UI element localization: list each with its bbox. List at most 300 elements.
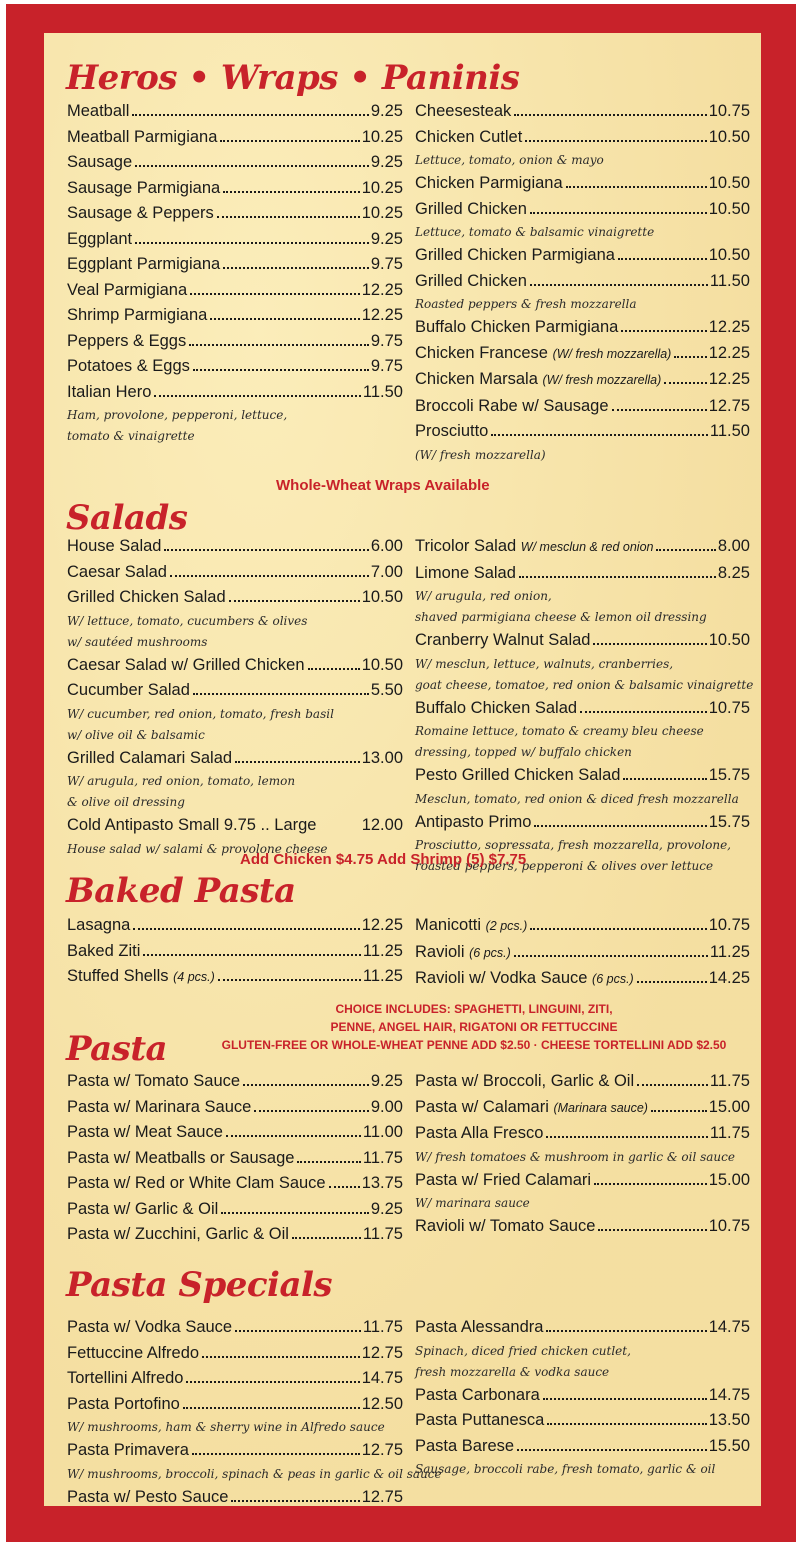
item-name <box>67 1438 189 1464</box>
item-name-text: Pasta w/ Zucchini, Garlic & Oil <box>67 1225 289 1243</box>
item-description: W/ fresh tomatoes & mushroom in garlic & oil sauce <box>415 1149 735 1164</box>
menu-item <box>415 628 750 654</box>
item-name-text: Cold Antipasto Small 9.75 .. Large <box>67 816 317 834</box>
dot-leader <box>491 434 708 436</box>
item-price: 11.25 <box>362 967 403 985</box>
dot-leader <box>530 928 706 930</box>
item-name <box>415 1408 544 1434</box>
baked-pasta-left-column <box>67 913 403 991</box>
item-price: 11.75 <box>709 1124 750 1142</box>
item-name-text: Italian Hero <box>67 382 152 401</box>
item-price: 15.00 <box>708 1097 750 1116</box>
dot-leader <box>220 140 359 142</box>
item-price: 6.00 <box>370 537 403 555</box>
dot-leader <box>674 356 706 358</box>
item-price: 10.50 <box>708 246 750 264</box>
item-description: Spinach, diced fried chicken cutlet, <box>415 1343 631 1358</box>
item-price: 11.00 <box>362 1123 403 1141</box>
menu-item <box>415 1214 750 1240</box>
item-price: 14.75 <box>708 1385 750 1404</box>
item-name-text: Tortellini Alfredo <box>67 1369 184 1387</box>
item-price: 12.25 <box>361 916 403 934</box>
item-name-text: Chicken Parmigiana <box>415 174 563 192</box>
item-price: 12.25 <box>361 306 403 324</box>
dot-leader <box>221 1212 369 1214</box>
item-description: Sausage, broccoli rabe, fresh tomato, garlic & oil <box>415 1462 716 1476</box>
dot-leader <box>229 600 360 602</box>
item-name <box>415 367 661 394</box>
dot-leader <box>243 1084 369 1086</box>
item-name <box>67 1197 218 1223</box>
item-name-text: Grilled Chicken Salad <box>67 588 226 606</box>
item-note: (2 pcs.) <box>485 919 528 933</box>
dot-leader <box>154 395 361 397</box>
menu-item <box>415 394 750 420</box>
item-price: 10.50 <box>708 127 750 146</box>
dot-leader <box>170 575 369 577</box>
item-price: 12.75 <box>708 396 750 415</box>
item-name-text: Chicken Francese <box>415 343 548 362</box>
menu-item <box>415 171 750 197</box>
pasta-left-column <box>67 1069 403 1248</box>
dot-leader <box>217 216 360 218</box>
dot-leader <box>190 293 360 295</box>
dot-leader <box>202 1356 360 1358</box>
item-name-text: Pasta w/ Vodka Sauce <box>67 1318 233 1336</box>
item-description: Romaine lettuce, tomato & creamy bleu cheese <box>415 724 704 738</box>
dot-leader <box>651 1110 707 1112</box>
menu-item <box>415 367 750 394</box>
dot-leader <box>186 1381 359 1383</box>
menu-item <box>67 227 403 253</box>
salads-heading: Salads <box>66 498 188 538</box>
dot-leader <box>546 1330 706 1332</box>
dot-leader <box>135 242 369 244</box>
menu-item <box>415 940 750 967</box>
item-name-text: Caesar Salad w/ Grilled Chicken <box>67 655 305 674</box>
menu-item <box>67 125 403 151</box>
item-price: 12.25 <box>708 343 750 362</box>
item-price: 10.50 <box>361 655 403 674</box>
item-name-text: Baked Ziti <box>67 941 141 960</box>
item-name <box>415 171 563 197</box>
item-description: House salad w/ salami & provolone cheese <box>67 841 328 856</box>
item-price: 14.75 <box>361 1369 403 1387</box>
specials-left-column <box>67 1315 442 1510</box>
dot-leader <box>254 1110 369 1112</box>
item-name <box>67 653 305 679</box>
menu-item <box>67 1095 403 1121</box>
item-price: 13.00 <box>361 748 403 767</box>
item-price: 15.75 <box>708 812 750 831</box>
item-name <box>67 1171 326 1197</box>
item-name-text: Prosciutto <box>415 422 489 440</box>
item-price: 12.75 <box>361 1487 403 1506</box>
dot-leader <box>546 1136 708 1138</box>
item-description: roasted peppers, pepperoni & olives over lettuce <box>415 859 714 873</box>
item-name-text: Pasta w/ Marinara Sauce <box>67 1097 252 1116</box>
dot-leader <box>189 344 369 346</box>
menu-item <box>67 585 403 611</box>
dot-leader <box>235 761 360 763</box>
item-description: tomato & vinaigrette <box>67 429 195 443</box>
item-name <box>67 534 161 560</box>
menu-item <box>67 278 403 304</box>
menu-item <box>67 1197 403 1223</box>
item-name <box>67 227 132 253</box>
menu-item <box>67 939 403 965</box>
item-name-text: Pasta w/ Pesto Sauce <box>67 1487 229 1506</box>
item-name-text: Pesto Grilled Chicken Salad <box>415 766 621 784</box>
item-name <box>67 125 217 151</box>
item-name <box>415 419 488 445</box>
menu-item <box>415 966 750 993</box>
dot-leader <box>193 693 369 695</box>
menu-item <box>67 329 403 355</box>
menu-item <box>415 810 750 836</box>
item-description: Lettuce, tomato & balsamic vinaigrette <box>415 225 655 239</box>
menu-item <box>67 1120 403 1146</box>
item-name <box>415 99 511 125</box>
item-note: (6 pcs.) <box>592 972 634 986</box>
item-name-text: Shrimp Parmigiana <box>67 306 208 324</box>
item-price: 10.50 <box>708 174 750 192</box>
item-name-text: Pasta w/ Calamari <box>415 1097 549 1116</box>
item-price: 13.75 <box>361 1174 403 1192</box>
item-name-text: Grilled Chicken <box>415 271 527 290</box>
pasta-specials-heading: Pasta Specials <box>66 1265 333 1305</box>
item-name-text: Pasta Barese <box>415 1436 515 1455</box>
item-name-text: Pasta w/ Meatballs or Sausage <box>67 1148 295 1167</box>
item-description: W/ mushrooms, ham & sherry wine in Alfredo sauce <box>67 1420 385 1434</box>
menu-item <box>415 696 750 722</box>
add-protein-note: Add Chicken $4.75 Add Shrimp (5) $7.75 <box>240 851 527 868</box>
dot-leader <box>292 1237 361 1239</box>
item-price: 9.25 <box>370 1072 403 1090</box>
item-name <box>415 1168 591 1194</box>
menu-item <box>415 913 750 940</box>
item-description: Prosciutto, sopressata, fresh mozzarella, provolone, <box>415 838 731 852</box>
menu-item <box>415 243 750 269</box>
item-price: 10.50 <box>361 588 403 606</box>
item-name-text: Pasta w/ Garlic & Oil <box>67 1199 219 1218</box>
item-price: 13.50 <box>708 1411 750 1429</box>
baked-pasta-heading: Baked Pasta <box>66 871 296 911</box>
menu-item <box>415 125 750 151</box>
item-name <box>415 763 620 789</box>
item-name <box>67 1222 289 1248</box>
item-description: (W/ fresh mozzarella) <box>415 447 546 462</box>
menu-item <box>67 303 403 329</box>
item-name <box>67 201 214 227</box>
menu-item <box>67 653 403 679</box>
menu-item <box>67 534 403 560</box>
item-price: 7.00 <box>370 562 403 581</box>
item-price: 10.50 <box>708 199 750 218</box>
item-price: 9.25 <box>370 229 403 248</box>
item-name-text: Fettuccine Alfredo <box>67 1343 200 1362</box>
item-price: 12.25 <box>708 318 750 336</box>
heros-heading: Heros • Wraps • Paninis <box>66 58 520 98</box>
item-note: (Marinara sauce) <box>553 1100 648 1115</box>
item-price: 10.75 <box>708 698 750 717</box>
item-name <box>415 913 527 940</box>
dot-leader <box>226 1135 361 1137</box>
item-name-text: Cheesesteak <box>415 102 512 120</box>
dot-leader <box>192 1453 360 1455</box>
item-description: shaved parmigiana cheese & lemon oil dressing <box>415 610 707 624</box>
item-name <box>67 1146 294 1172</box>
dot-leader <box>525 140 706 142</box>
item-price: 10.25 <box>361 178 403 197</box>
item-description: w/ sautéed mushrooms <box>67 634 208 649</box>
item-note: (4 pcs.) <box>173 970 215 984</box>
item-name-text: Buffalo Chicken Salad <box>415 698 578 717</box>
dot-leader <box>235 1330 361 1332</box>
item-name <box>415 561 516 587</box>
item-name <box>415 315 618 341</box>
item-name <box>67 329 186 355</box>
item-name-text: Ravioli w/ Vodka Sauce <box>415 969 588 987</box>
dot-leader <box>547 1423 706 1425</box>
menu-item <box>415 561 750 587</box>
menu-item <box>415 1383 750 1409</box>
menu-item <box>415 763 750 789</box>
dot-leader <box>656 549 715 551</box>
item-name <box>67 964 215 991</box>
item-description: W/ arugula, red onion, <box>415 589 552 603</box>
item-name-text: Ravioli w/ Tomato Sauce <box>415 1217 596 1235</box>
item-name-text: Lasagna <box>67 916 131 934</box>
item-price: 11.25 <box>709 942 750 961</box>
pasta-choice-note <box>204 1000 744 1054</box>
item-description: fresh mozzarella & vodka sauce <box>415 1364 610 1379</box>
item-price: 14.25 <box>708 969 750 987</box>
item-price: 11.75 <box>362 1148 403 1167</box>
item-name-text: Ravioli <box>415 942 465 961</box>
item-price: 11.75 <box>362 1225 403 1243</box>
item-name <box>415 1434 514 1460</box>
dot-leader <box>530 284 708 286</box>
menu-item <box>67 678 403 704</box>
dot-leader <box>132 114 369 116</box>
menu-item <box>415 534 750 561</box>
item-name <box>67 939 140 965</box>
item-description: dressing, topped w/ buffalo chicken <box>415 745 632 759</box>
item-price: 11.50 <box>709 271 750 290</box>
item-price: 9.75 <box>370 255 403 273</box>
specials-right-column <box>415 1315 750 1480</box>
item-price: 12.50 <box>361 1394 403 1413</box>
item-name-text: Buffalo Chicken Parmigiana <box>415 318 619 336</box>
menu-item <box>415 269 750 295</box>
item-name <box>67 813 316 839</box>
item-name <box>67 380 151 406</box>
item-description: W/ cucumber, red onion, tomato, fresh basil <box>67 706 334 721</box>
menu-item <box>67 1392 403 1418</box>
item-name <box>415 1315 543 1341</box>
item-name <box>67 176 220 202</box>
dot-leader <box>612 409 707 411</box>
item-name <box>67 252 220 278</box>
dot-leader <box>133 928 359 930</box>
menu-item <box>67 1341 403 1367</box>
menu-item <box>67 354 403 380</box>
dot-leader <box>514 955 708 957</box>
item-name-text: Potatoes & Eggs <box>67 357 190 375</box>
menu-item <box>67 1146 403 1172</box>
menu-item <box>67 380 403 406</box>
item-description: W/ mushrooms, broccoli, spinach & peas in garlic & oil sauce <box>67 1466 442 1481</box>
item-name <box>415 534 653 561</box>
item-name-text: Sausage <box>67 153 133 171</box>
item-name <box>67 746 232 772</box>
item-description: W/ arugula, red onion, tomato, lemon <box>67 774 296 788</box>
item-name <box>67 1120 223 1146</box>
item-description: Roasted peppers & fresh mozzarella <box>415 297 637 311</box>
item-price: 12.00 <box>361 816 403 834</box>
item-name <box>415 810 531 836</box>
item-name <box>415 125 522 151</box>
item-price: 14.75 <box>708 1318 750 1336</box>
dot-leader <box>329 1186 360 1188</box>
item-name <box>415 628 590 654</box>
item-name <box>415 1383 540 1409</box>
menu-item <box>67 746 403 772</box>
dot-leader <box>297 1161 360 1163</box>
item-price: 9.75 <box>370 331 403 350</box>
item-name <box>415 394 609 420</box>
item-name <box>415 966 634 993</box>
item-name <box>67 678 190 704</box>
menu-item <box>415 1168 750 1194</box>
dot-leader <box>519 576 716 578</box>
item-name-text: Pasta w/ Tomato Sauce <box>67 1072 241 1090</box>
item-name <box>67 354 190 380</box>
item-name-text: Pasta w/ Red or White Clam Sauce <box>67 1174 326 1192</box>
menu-item <box>67 1171 403 1197</box>
item-name <box>415 696 577 722</box>
menu-item <box>415 1408 750 1434</box>
item-name-text: Sausage Parmigiana <box>67 178 221 197</box>
salads-right-column <box>415 534 754 877</box>
item-name-text: Stuffed Shells <box>67 967 169 985</box>
item-description: & olive oil dressing <box>67 795 185 809</box>
dot-leader <box>594 1183 707 1185</box>
item-name-text: Pasta Alla Fresco <box>415 1124 544 1142</box>
item-note: (W/ fresh mozzarella) <box>552 346 672 361</box>
dot-leader <box>517 1449 707 1451</box>
dot-leader <box>637 1084 708 1086</box>
menu-item <box>67 813 403 839</box>
item-name-text: Caesar Salad <box>67 562 167 581</box>
dot-leader <box>623 778 706 780</box>
item-price: 8.00 <box>717 537 750 555</box>
pasta-heading: Pasta <box>66 1029 168 1069</box>
dot-leader <box>308 668 360 670</box>
item-name <box>415 1095 648 1122</box>
dot-leader <box>530 212 707 214</box>
item-name-text: Grilled Chicken Parmigiana <box>415 246 615 264</box>
item-price: 12.75 <box>361 1441 403 1459</box>
menu-item <box>67 1315 403 1341</box>
item-price: 8.25 <box>717 563 750 582</box>
item-name <box>415 243 615 269</box>
item-name-text: Veal Parmigiana <box>67 280 188 299</box>
menu-item <box>415 315 750 341</box>
item-name-text: Grilled Chicken <box>415 199 527 218</box>
item-name <box>67 278 187 304</box>
dot-leader <box>534 825 706 827</box>
item-name-text: Limone Salad <box>415 563 516 582</box>
item-name-text: Sausage & Peppers <box>67 204 214 222</box>
dot-leader <box>543 1398 707 1400</box>
item-name-text: Meatball Parmigiana <box>67 127 218 146</box>
item-name-text: Tricolor Salad <box>415 537 517 555</box>
item-note: (6 pcs.) <box>469 945 511 960</box>
item-name <box>415 197 527 223</box>
dot-leader <box>618 258 707 260</box>
item-note: (W/ fresh mozzarella) <box>542 373 662 387</box>
item-name <box>67 1069 240 1095</box>
item-name <box>67 150 132 176</box>
menu-item <box>67 1438 403 1464</box>
menu-item <box>415 341 750 368</box>
item-name <box>67 1485 228 1511</box>
menu-item <box>67 1222 403 1248</box>
item-description: Mesclun, tomato, red onion & diced fresh mozzarella <box>415 791 739 806</box>
dot-leader <box>566 186 707 188</box>
dot-leader <box>223 267 369 269</box>
heros-left-column <box>67 99 403 447</box>
item-description: W/ marinara sauce <box>415 1196 530 1210</box>
item-name <box>67 1392 180 1418</box>
item-name-text: Pasta w/ Fried Calamari <box>415 1170 592 1189</box>
item-note: W/ mesclun & red onion <box>520 540 654 554</box>
item-price: 10.75 <box>708 1217 750 1235</box>
dot-leader <box>621 330 706 332</box>
item-name-text: Peppers & Eggs <box>67 331 187 350</box>
menu-item <box>67 150 403 176</box>
item-price: 12.75 <box>361 1343 403 1362</box>
menu-item <box>67 176 403 202</box>
choice-line: GLUTEN-FREE OR WHOLE-WHEAT PENNE ADD $2.50 · CHEESE TORTELLINI ADD $2.50 <box>221 1038 727 1052</box>
dot-leader <box>135 165 369 167</box>
item-price: 15.75 <box>708 766 750 784</box>
menu-item <box>415 419 750 445</box>
dot-leader <box>580 711 707 713</box>
item-price: 9.75 <box>370 357 403 375</box>
item-name <box>415 940 511 967</box>
item-name-text: Pasta Carbonara <box>415 1385 540 1404</box>
item-price: 9.25 <box>370 153 403 171</box>
item-price: 15.00 <box>708 1170 750 1189</box>
item-name-text: Broccoli Rabe w/ Sausage <box>415 396 609 415</box>
menu-item <box>67 560 403 586</box>
item-description: goat cheese, tomatoe, red onion & balsamic vinaigrette <box>415 677 754 692</box>
item-name <box>415 1214 595 1240</box>
item-name <box>415 1121 543 1147</box>
item-name-text: Grilled Calamari Salad <box>67 748 233 767</box>
menu-item <box>415 1069 750 1095</box>
item-price: 11.25 <box>362 941 403 960</box>
item-description: Ham, provolone, pepperoni, lettuce, <box>67 408 288 422</box>
menu-item <box>415 1315 750 1341</box>
menu-item <box>67 964 403 991</box>
item-name-text: Meatball <box>67 102 130 120</box>
item-price: 15.50 <box>708 1436 750 1455</box>
item-name <box>415 341 671 368</box>
